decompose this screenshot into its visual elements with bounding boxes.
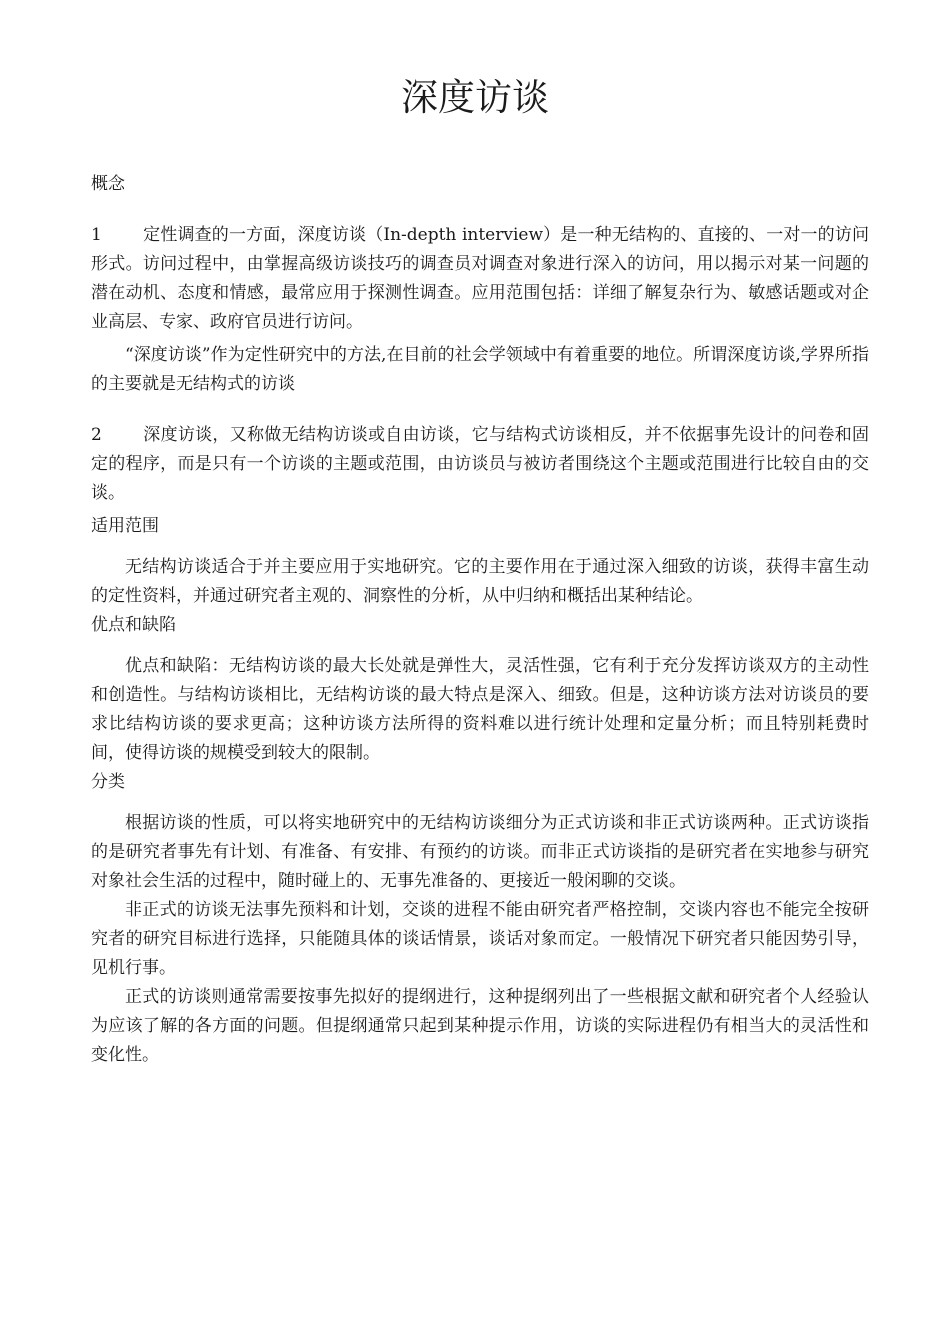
concept-item-1-text: 定性调查的一方面，深度访谈（In-depth interview）是一种无结构的、直接的、一对一的访问形式。访问过程中，由掌握高级访谈技巧的调查员对调查对象进行深入的访问，用以揭示对某一问题的潜在动机、态度和情感，最常应用于探测性调查。应用范围包括：详细了解复杂行为、敏感话题或对企业高层、专家、政府官员进行访问。 (91, 225, 869, 332)
concept-item-2 (91, 421, 869, 508)
concept-item-2-text: 深度访谈，又称做无结构访谈或自由访谈，它与结构式访谈相反，并不依据事先设计的问卷和固定的程序，而是只有一个访谈的主题或范围，由访谈员与被访者围绕这个主题或范围进行比较自由的交谈。 (91, 425, 869, 503)
classification-paragraph-1: 根据访谈的性质，可以将实地研究中的无结构访谈细分为正式访谈和非正式访谈两种。正式访谈指的是研究者事先有计划、有准备、有安排、有预约的访谈。而非正式访谈指的是研究者在实地参与研究对象社会生活的过程中，随时碰上的、无事先准备的、更接近一般闲聊的交谈。 (91, 813, 869, 891)
section-heading-concept: 概念 (91, 174, 125, 194)
pros-cons-paragraph: 优点和缺陷：无结构访谈的最大长处就是弹性大，灵活性强，它有利于充分发挥访谈双方的主动性和创造性。与结构访谈相比，无结构访谈的最大特点是深入、细致。但是，这种访谈方法对访谈员的要求比结构访谈的要求更高；这种访谈方法所得的资料难以进行统计处理和定量分析；而且特别耗费时间，使得访谈的规模受到较大的限制。 (91, 656, 869, 763)
document-title: 深度访谈 (401, 76, 549, 119)
classification-paragraph-3: 正式的访谈则通常需要按事先拟好的提纲进行，这种提纲列出了一些根据文献和研究者个人经验认为应该了解的各方面的问题。但提纲通常只起到某种提示作用，访谈的实际进程仍有相当大的灵活性和变化性。 (91, 987, 869, 1065)
concept-item-1 (91, 221, 869, 337)
classification-paragraph-2: 非正式的访谈无法事先预料和计划，交谈的进程不能由研究者严格控制，交谈内容也不能完全按研究者的研究目标进行选择，只能随具体的谈话情景，谈话对象而定。一般情况下研究者只能因势引导，见机行事。 (91, 900, 869, 978)
section-heading-pros-cons: 优点和缺陷 (91, 615, 176, 635)
concept-item-1-number: 1 (91, 225, 102, 245)
concept-item-2-number: 2 (91, 425, 102, 445)
concept-item-1-extra: “深度访谈”作为定性研究中的方法,在目前的社会学领域中有着重要的地位。所谓深度访谈,学界所指的主要就是无结构式的访谈 (91, 345, 869, 394)
scope-paragraph: 无结构访谈适合于并主要应用于实地研究。它的主要作用在于通过深入细致的访谈，获得丰富生动的定性资料，并通过研究者主观的、洞察性的分析，从中归纳和概括出某种结论。 (91, 557, 869, 606)
document-body (91, 170, 869, 1070)
section-heading-scope: 适用范围 (91, 516, 159, 536)
section-heading-classification: 分类 (91, 772, 125, 792)
